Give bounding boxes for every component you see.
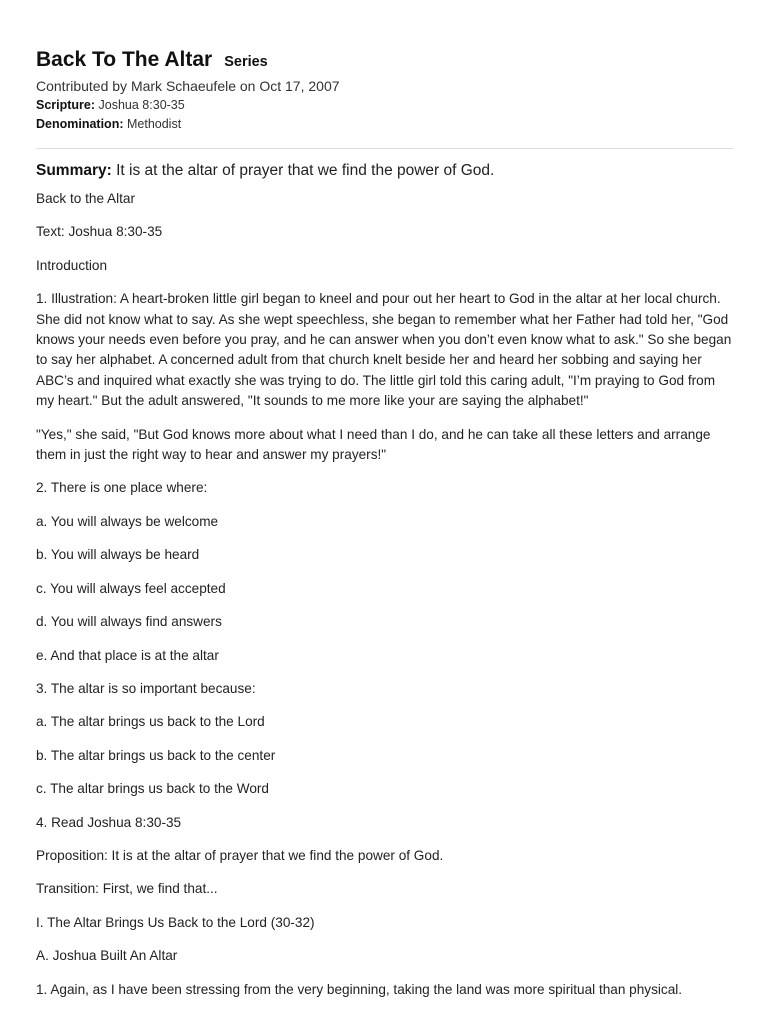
paragraph: Proposition: It is at the altar of prayer that we find the power of God. [36,847,444,863]
paragraph: 2. There is one place where: [36,480,208,496]
byline: Contributed by Mark Schaeufele on Oct 17, 2007 [36,78,340,94]
paragraph: "Yes," she said, "But God knows more about what I need than I do, and he can take all these letters and arrange them in just the right way to hear and answer my prayers!" [36,426,711,463]
paragraph: Transition: First, we find that... [36,881,218,897]
paragraph: c. The altar brings us back to the Word [36,781,269,797]
paragraph: b. The altar brings us back to the center [36,747,276,763]
paragraph: e. And that place is at the altar [36,647,219,663]
page-title: Back To The Altar [36,48,213,71]
scripture-label: Scripture: [36,98,96,112]
paragraph: a. You will always be welcome [36,513,219,529]
summary-label: Summary: [36,162,112,179]
sermon-page [36,48,734,1013]
summary [36,162,734,184]
scripture-meta [36,98,734,117]
denomination-value[interactable]: Methodist [126,117,182,131]
paragraph: 1. Illustration: A heart-broken little girl began to kneel and pour out her heart to God in the altar at her local church. She did not know what to say. As she wept speechless, she began to remember what her Father had told her, "God knows your needs even before you pray, and he can answer when you don’t even know what to ask." So she began to say her alphabet. A concerned adult from that church knelt beside her and heard her sobbing and saying her ABC’s and inquired what exactly she was trying to do. The little girl told this caring adult, "I’m praying to God from my heart." But the adult answered, "It sounds to me more like your are saying the alphabet!" [36,291,732,409]
summary-text: It is at the altar of prayer that we find the power of God. [116,162,495,179]
paragraph: c. You will always feel accepted [36,580,226,596]
paragraph: I. The Altar Brings Us Back to the Lord (30-32) [36,914,315,930]
denomination-meta [36,117,734,136]
paragraph: b. You will always be heard [36,547,200,563]
title-row [36,48,734,76]
paragraph: Back to the Altar [36,191,135,206]
paragraph: Text: Joshua 8:30-35 [36,224,163,240]
paragraph: 1. Again, as I have been stressing from the very beginning, taking the land was more spiritual than physical. [36,981,683,997]
header-divider [36,148,734,149]
paragraph: d. You will always find answers [36,614,222,630]
paragraph: a. The altar brings us back to the Lord [36,714,265,730]
paragraph: A. Joshua Built An Altar [36,948,178,964]
series-label[interactable]: Series [224,54,268,70]
paragraph: 4. Read Joshua 8:30-35 [36,814,182,830]
scripture-value[interactable]: Joshua 8:30-35 [98,98,185,112]
sermon-body [36,189,734,1000]
denomination-label: Denomination: [36,117,124,131]
paragraph: 3. The altar is so important because: [36,680,256,696]
paragraph: Introduction [36,257,108,273]
